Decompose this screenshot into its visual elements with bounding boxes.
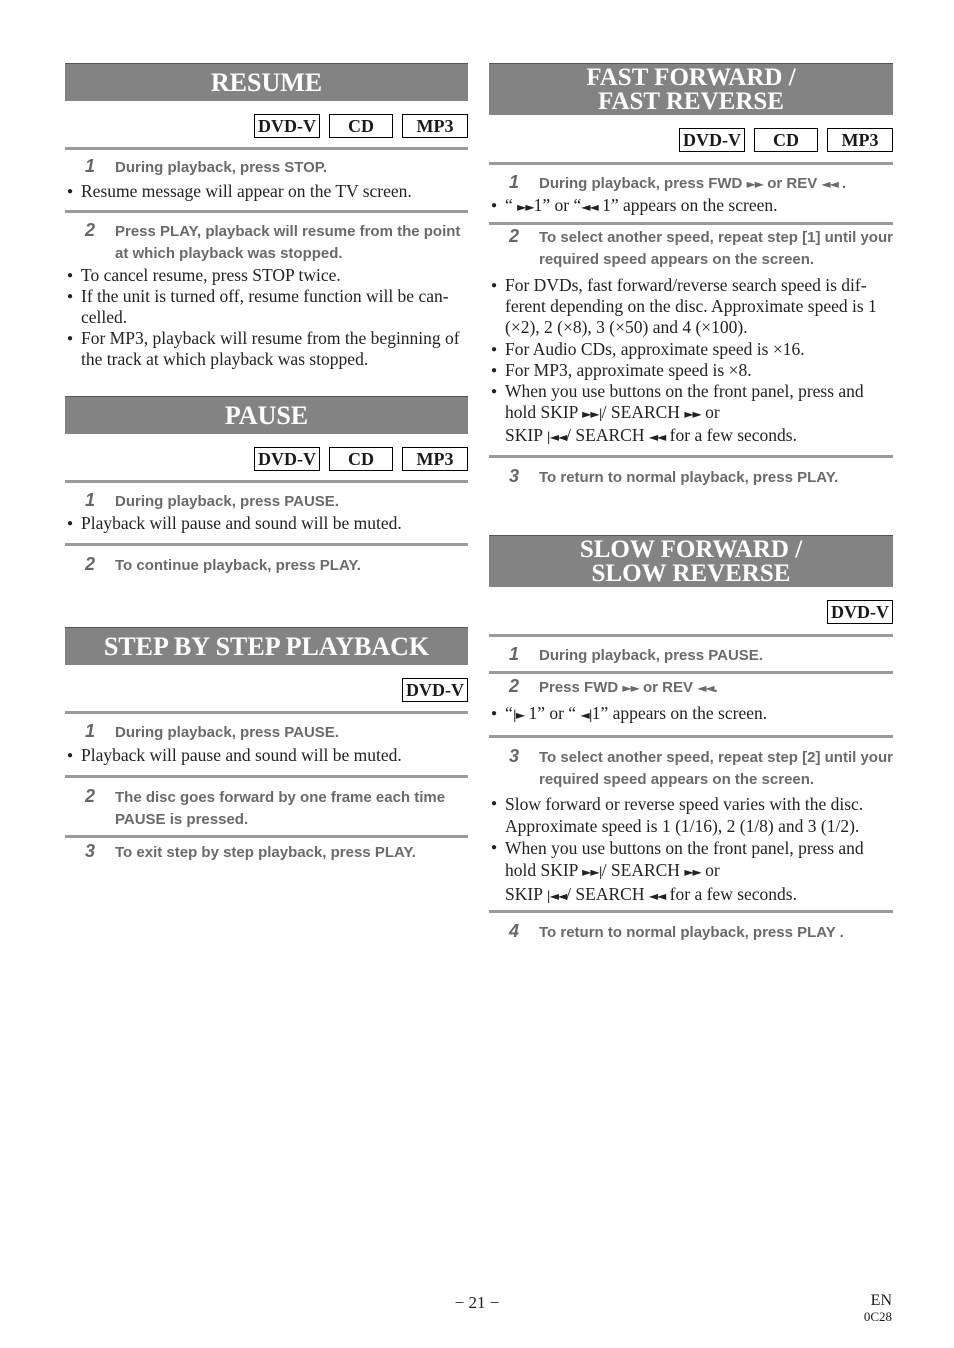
slow-section	[489, 535, 893, 624]
bullet-text: for a few seconds.	[669, 425, 797, 445]
step-number: 1	[85, 156, 96, 176]
bullet-text: / SEARCH	[566, 425, 645, 445]
bullet: ● To cancel resume, press STOP twice.	[65, 265, 468, 286]
step-number: 2	[85, 554, 96, 574]
badge-dvd-v: DVD-V	[827, 600, 893, 624]
step-text: .	[842, 175, 847, 192]
fast-title-line-2: FAST REVERSE	[598, 88, 784, 115]
slow-badges	[489, 600, 893, 624]
bullet: ● Slow forward or reverse speed varies with the disc. Approximate speed is 1 (1/16), 2 (1/8) and 3 (1/2).	[489, 793, 893, 837]
step-text: Press PLAY, playback will resume from the point at which playback was stopped.	[115, 223, 461, 262]
step-playback-title: STEP BY STEP PLAYBACK	[65, 627, 468, 665]
slow-reverse-icon: ◄|	[580, 708, 592, 722]
step-text: or REV	[643, 679, 694, 696]
slow-forward-icon: |►	[512, 708, 525, 722]
divider	[489, 634, 893, 637]
bullet	[489, 381, 893, 448]
bullet: ● Playback will pause and sound will be muted.	[65, 513, 468, 534]
step-text: During playback, press FWD	[539, 175, 743, 192]
divider	[65, 711, 468, 714]
step-number: 2	[509, 676, 520, 696]
step-text: .	[713, 679, 718, 696]
step-text: During playback, press PAUSE.	[115, 493, 339, 510]
step-text: Press FWD	[539, 679, 619, 696]
step-text: To exit step by step playback, press PLAY.	[115, 844, 416, 861]
divider	[489, 910, 893, 913]
bullet-text: 1” or “	[533, 195, 582, 215]
step-playback-step-1	[65, 722, 468, 766]
bullet-text: SKIP	[505, 425, 543, 445]
bullet-text: / SEARCH	[601, 860, 680, 880]
skip-back-icon: |◄◄	[546, 889, 567, 903]
step-number: 4	[509, 921, 520, 941]
fast-title-line-1: FAST FORWARD /	[586, 64, 796, 91]
step-number: 1	[509, 644, 520, 664]
bullet: ● For DVDs, fast forward/reverse search speed is dif-ferent depending on the disc. Approximate speed is 1 (×2), 2 (×8), 3 (×50) and 4 (×100).	[489, 275, 893, 338]
divider	[65, 210, 468, 213]
resume-title: RESUME	[65, 63, 468, 101]
fast-step-2	[489, 227, 893, 448]
step-text: To select another speed, repeat step [2] until your required speed appears on the screen.	[539, 749, 893, 788]
step-text: or REV	[767, 175, 818, 192]
pause-badges	[65, 447, 468, 471]
bullet: ● If the unit is turned off, resume function will be can-celled.	[65, 286, 468, 328]
divider	[489, 222, 893, 225]
badge-mp3: MP3	[827, 128, 893, 152]
fast-section	[489, 63, 893, 152]
slow-step-1	[489, 645, 893, 667]
divider	[489, 735, 893, 738]
bullet: ● Resume message will appear on the TV screen.	[65, 181, 468, 202]
quote: “	[505, 195, 513, 215]
slow-step-2	[489, 677, 893, 726]
bullet-text: When you use buttons on the front panel, press and hold SKIP	[505, 381, 864, 422]
step-text: To return to normal playback, press PLAY.	[539, 469, 839, 486]
resume-badges	[65, 114, 468, 138]
step-playback-step-2	[65, 787, 468, 831]
step-number: 1	[509, 172, 520, 192]
skip-forward-icon: ►►|	[582, 407, 602, 421]
step-playback-section	[65, 627, 468, 702]
slow-title	[489, 535, 893, 587]
rev-icon: ◄◄	[648, 889, 666, 903]
bullet-text: / SEARCH	[566, 884, 645, 904]
rev-icon: ◄◄	[697, 681, 714, 695]
pause-title: PAUSE	[65, 396, 468, 434]
step-text: During playback, press PAUSE.	[115, 724, 339, 741]
divider	[489, 455, 893, 458]
slow-title-line-1: SLOW FORWARD /	[579, 536, 803, 563]
fwd-icon: ►►	[622, 681, 639, 695]
pause-step-1	[65, 491, 468, 534]
fwd-icon: ►►	[746, 177, 764, 191]
divider	[65, 775, 468, 778]
document-code: 0C28	[863, 1309, 892, 1324]
step-text: During playback, press PAUSE.	[539, 647, 763, 664]
language-label: EN	[870, 1292, 892, 1309]
step-text: During playback, press STOP.	[115, 159, 328, 176]
bullet: ● Playback will pause and sound will be muted.	[65, 745, 468, 766]
slow-title-line-2: SLOW REVERSE	[591, 560, 791, 587]
divider	[65, 147, 468, 150]
divider	[65, 543, 468, 546]
fast-title	[489, 63, 893, 115]
bullet: ● For MP3, approximate speed is ×8.	[489, 360, 893, 381]
bullet	[489, 837, 893, 907]
slow-step-3	[489, 747, 893, 907]
pause-section	[65, 396, 468, 471]
bullet-text: / SEARCH	[601, 402, 680, 422]
resume-section	[65, 63, 468, 138]
badge-cd: CD	[754, 128, 818, 152]
bullet-text: 1” appears on the screen.	[591, 703, 768, 723]
step-number: 3	[509, 746, 520, 766]
step-text: To select another speed, repeat step [1] until your required speed appears on the screen.	[539, 229, 893, 268]
divider	[65, 835, 468, 838]
slow-step-4	[489, 922, 893, 944]
divider	[489, 671, 893, 674]
quote: “	[505, 703, 513, 723]
bullet	[489, 195, 893, 218]
skip-forward-icon: ►►|	[582, 865, 602, 879]
step-playback-badges	[65, 678, 468, 702]
step-playback-step-3	[65, 842, 468, 864]
step-text: To continue playback, press PLAY.	[115, 557, 361, 574]
step-number: 3	[509, 466, 520, 486]
step-number: 2	[85, 786, 96, 806]
fwd-icon: ►►	[684, 865, 701, 879]
fast-step-1	[489, 173, 893, 218]
fast-step-3	[489, 467, 893, 489]
divider	[65, 480, 468, 483]
bullet: ● For MP3, playback will resume from the beginning of the track at which playback was stopped.	[65, 328, 468, 370]
badge-mp3: MP3	[402, 447, 468, 471]
bullet	[489, 703, 893, 726]
fwd-icon: ►►	[684, 407, 701, 421]
bullet: ● For Audio CDs, approximate speed is ×16.	[489, 339, 893, 360]
bullet-text: SKIP	[505, 884, 543, 904]
divider	[489, 162, 893, 165]
step-text: The disc goes forward by one frame each time PAUSE is pressed.	[115, 789, 446, 828]
badge-mp3: MP3	[402, 114, 468, 138]
step-number: 1	[85, 490, 96, 510]
badge-dvd-v: DVD-V	[402, 678, 468, 702]
step-number: 3	[85, 841, 96, 861]
step-number: 2	[85, 220, 96, 240]
rev-icon: ◄◄	[648, 430, 666, 444]
resume-step-1	[65, 157, 468, 202]
step-number: 1	[85, 721, 96, 741]
fast-badges	[489, 128, 893, 152]
rev-icon: ◄◄	[581, 200, 598, 214]
page-number: − 21 −	[454, 1293, 500, 1312]
fwd-icon: ►►	[517, 200, 534, 214]
resume-step-2	[65, 221, 468, 370]
badge-dvd-v: DVD-V	[679, 128, 745, 152]
badge-cd: CD	[329, 447, 393, 471]
bullet-text: or	[705, 860, 720, 880]
bullet-text: When you use buttons on the front panel, press and hold SKIP	[505, 838, 864, 880]
bullet-text: for a few seconds.	[669, 884, 797, 904]
step-text: To return to normal playback, press PLAY .	[539, 924, 844, 941]
bullet-text: 1” or “	[528, 703, 577, 723]
rev-icon: ◄◄	[821, 177, 838, 191]
step-number: 2	[509, 226, 520, 246]
skip-back-icon: |◄◄	[546, 430, 567, 444]
bullet-text: or	[705, 402, 720, 422]
pause-step-2	[65, 555, 468, 577]
badge-cd: CD	[329, 114, 393, 138]
badge-dvd-v: DVD-V	[254, 447, 320, 471]
badge-dvd-v: DVD-V	[254, 114, 320, 138]
bullet-text: 1” appears on the screen.	[602, 195, 778, 215]
